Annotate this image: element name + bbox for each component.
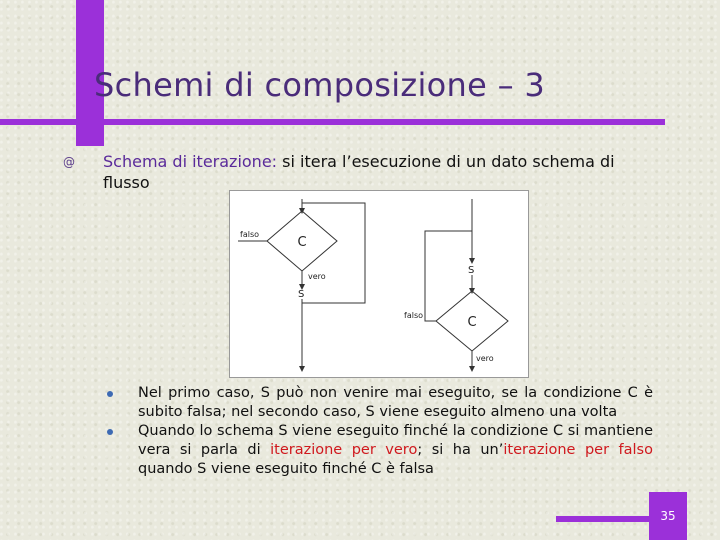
left-loop-back: [302, 203, 365, 303]
iteration-flowchart: [229, 190, 529, 378]
main-bullet-text: [103, 151, 663, 193]
sub-bullet-1: [107, 384, 653, 422]
sub-bullet-list: [107, 384, 653, 479]
left-true-label: vero: [308, 272, 326, 281]
sub-bullet-2-text-3: quando S viene eseguito finché C è falsa: [138, 461, 434, 477]
spiral-bullet-icon: @: [63, 155, 75, 169]
bullet-dot-icon: [107, 429, 113, 435]
right-true-label: vero: [476, 354, 494, 363]
right-statement-label: S: [468, 265, 475, 276]
title-rule: [0, 119, 665, 125]
flowchart-svg: [230, 191, 528, 377]
left-false-label: falso: [240, 230, 260, 239]
sub-bullet-2: [107, 422, 653, 479]
sub-bullet-2-text-1: Quando lo schema S viene eseguito finché la condizione C si mantiene vera si parla di: [138, 423, 653, 458]
right-loop: [425, 199, 508, 369]
bullet-dot-icon: [107, 391, 113, 397]
left-statement-label: S: [298, 289, 305, 300]
left-condition-label: C: [297, 235, 307, 250]
slide-title: Schemi di composizione – 3: [94, 66, 546, 104]
page-number: 35: [649, 492, 687, 540]
left-loop: [238, 199, 365, 369]
term-iterazione-per-falso: iterazione per falso: [503, 442, 653, 458]
sub-bullet-1-text: Nel primo caso, S può non venire mai eseguito, se la condizione C è subito falsa; nel secondo caso, S viene eseguito almeno una volta: [138, 385, 653, 420]
corner-accent-bar: [556, 516, 649, 522]
right-condition-label: C: [467, 315, 477, 330]
main-bullet-body: si itera l’esecuzione di un dato schema di flusso: [103, 152, 615, 192]
right-false-loop: [425, 231, 475, 321]
right-false-label: falso: [404, 311, 424, 320]
sub-bullet-2-text-2: ; si ha un’: [417, 442, 504, 458]
term-schema-iterazione: Schema di iterazione:: [103, 152, 278, 171]
term-iterazione-per-vero: iterazione per vero: [270, 442, 418, 458]
